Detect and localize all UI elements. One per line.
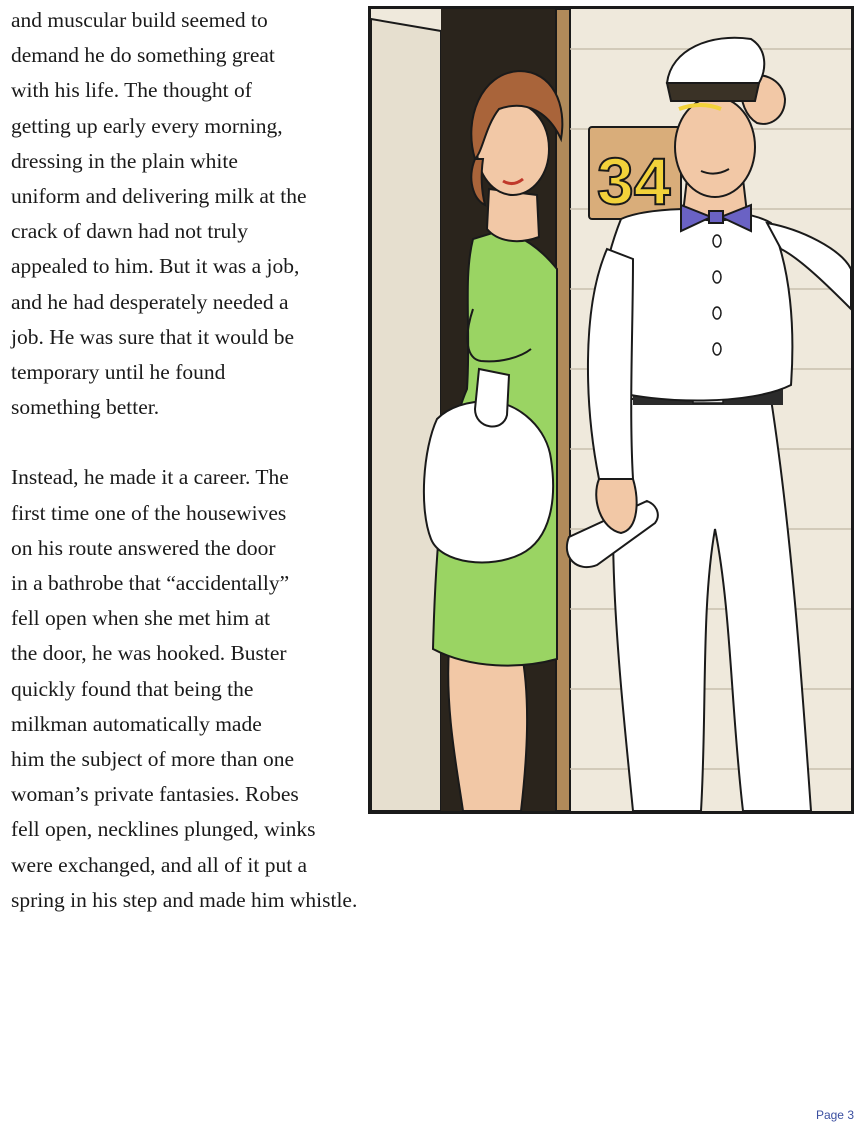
text-line: and muscular build seemed to <box>11 8 268 32</box>
text-line: temporary until he found <box>11 360 226 385</box>
text-line: Instead, he made it a career. The <box>11 465 289 490</box>
text-line: were exchanged, and all of it put a <box>11 852 308 877</box>
text-line: dressing in the plain white <box>11 148 238 173</box>
text-line: and he had desperately needed a <box>11 289 289 314</box>
text-line: something better. <box>11 395 160 420</box>
woman-neck <box>487 189 539 241</box>
bowtie-knot <box>709 211 723 223</box>
text-line: him the subject of more than one <box>11 747 295 772</box>
open-door <box>371 19 441 811</box>
text-line: first time one of the housewives <box>11 500 287 525</box>
text-line: fell open, necklines plunged, winks <box>11 817 316 842</box>
text-line: in a bathrobe that “accidentally” <box>11 571 290 596</box>
milkman-at-door-artwork <box>371 9 851 811</box>
text-line: quickly found that being the <box>11 676 254 701</box>
paragraph-spacer <box>11 425 391 460</box>
text-line: milkman automatically made <box>11 711 262 736</box>
paragraph-2 <box>11 460 391 918</box>
text-line: spring in his step and made him whistle. <box>11 887 358 912</box>
text-line: with his life. The thought of <box>11 78 252 103</box>
text-line: job. He was sure that it would be <box>11 324 295 349</box>
text-line: crack of dawn had not truly <box>11 219 249 244</box>
text-line: on his route answered the door <box>11 535 276 560</box>
page-number: Page 3 <box>815 1108 854 1122</box>
article-text <box>11 3 391 918</box>
text-line: the door, he was hooked. Buster <box>11 641 287 666</box>
text-line: getting up early every morning, <box>11 113 283 138</box>
woman-legs <box>448 649 527 811</box>
cap-visor <box>667 83 759 101</box>
comic-illustration <box>368 6 854 814</box>
text-line: demand he do something great <box>11 43 275 68</box>
text-line: uniform and delivering milk at the <box>11 184 307 209</box>
text-line: woman’s private fantasies. Robes <box>11 782 299 807</box>
woman-milk-bottle <box>475 369 509 426</box>
text-line: appealed to him. But it was a job, <box>11 254 300 279</box>
house-number: 34 <box>597 144 671 218</box>
paragraph-1 <box>11 3 391 425</box>
text-line: fell open when she met him at <box>11 606 271 631</box>
man-face <box>675 97 755 197</box>
